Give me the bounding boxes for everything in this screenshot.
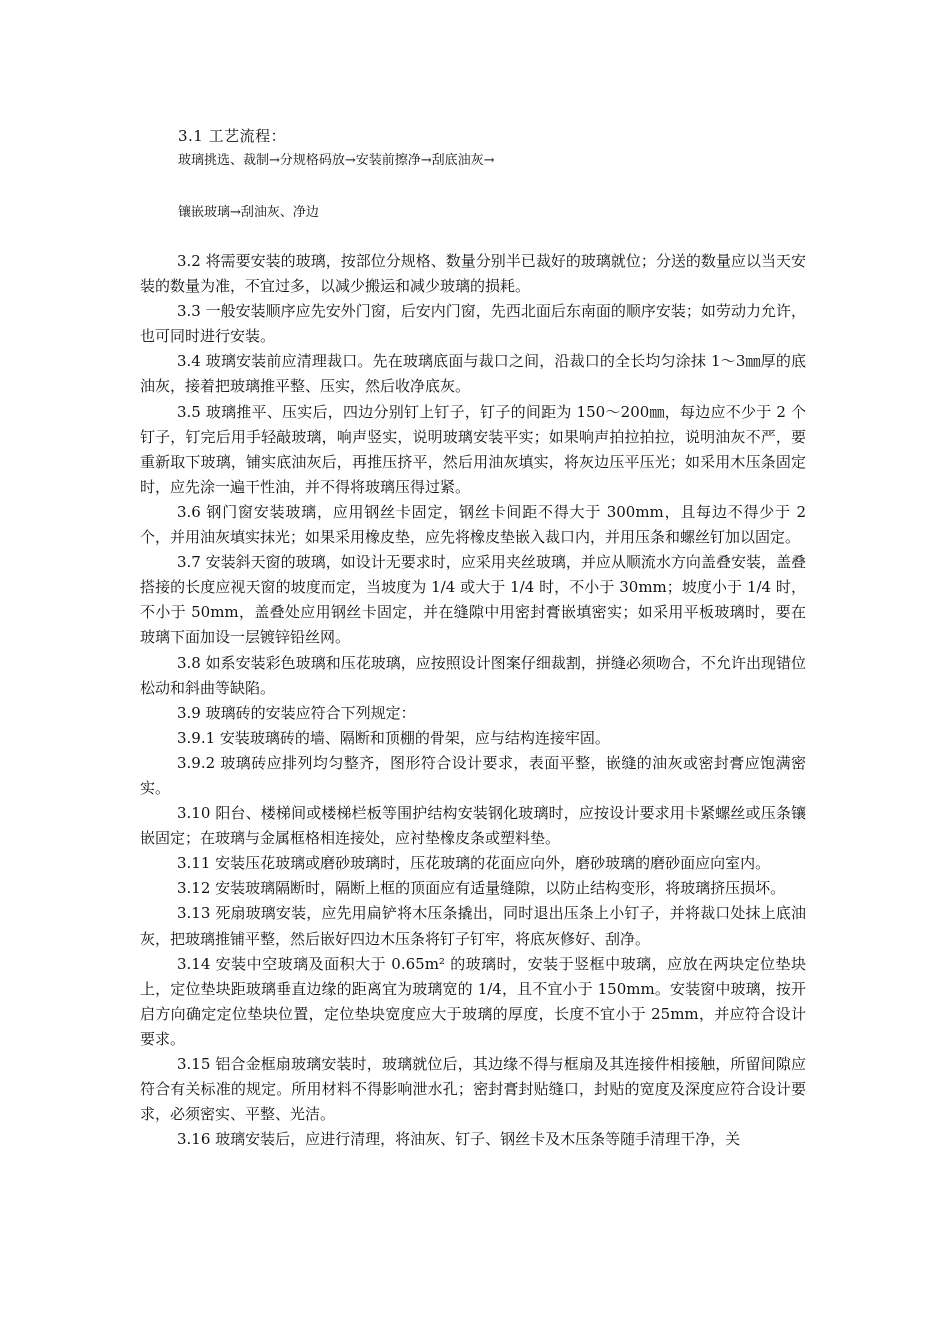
paragraph-3-2: 3.2 将需要安装的玻璃，按部位分规格、数量分别半已裁好的玻璃就位；分送的数量应以当天安装的数量为准，不宜过多，以减少搬运和减少玻璃的损耗。 [140, 252, 806, 296]
paragraph-3-9-1: 3.9.1 安装玻璃砖的墙、隔断和顶棚的骨架，应与结构连接牢固。 [177, 728, 610, 747]
paragraph-3-4: 3.4 玻璃安装前应清理裁口。先在玻璃底面与裁口之间，沿裁口的全长均匀涂抹 1～3㎜厚的底油灰，接着把玻璃推平整、压实，然后收净底灰。 [140, 352, 806, 396]
paragraph-3-7: 3.7 安装斜天窗的玻璃，如设计无要求时，应采用夹丝玻璃，并应从顺流水方向盖叠安装，盖叠搭接的长度应视天窗的坡度而定，当坡度为 1/4 或大于 1/4 时，不小于 30mm；坡度小于 1/4 时，不小于 50mm，盖叠处应用钢丝卡固定，并在缝隙中用密封膏嵌填密实；如采用平板玻璃时，要在玻璃下面加设一层镀锌铅丝网。 [140, 553, 806, 647]
section-heading: 3.1 工艺流程： [178, 127, 287, 145]
paragraph-3-3: 3.3 一般安装顺序应先安外门窗，后安内门窗，先西北面后东南面的顺序安装；如劳动力允许，也可同时进行安装。 [140, 302, 806, 346]
paragraph-3-11: 3.11 安装压花玻璃或磨砂玻璃时，压花玻璃的花面应向外，磨砂玻璃的磨砂面应向室内。 [177, 854, 771, 873]
paragraph-3-10: 3.10 阳台、楼梯间或楼梯栏板等围护结构安装钢化玻璃时，应按设计要求用卡紧螺丝或压条镶嵌固定；在玻璃与金属框格相连接处，应衬垫橡皮条或塑料垫。 [140, 804, 806, 848]
paragraph-3-12: 3.12 安装玻璃隔断时，隔断上框的顶面应有适量缝隙，以防止结构变形，将玻璃挤压损坏。 [177, 879, 786, 898]
paragraph-3-15: 3.15 铝合金框扇玻璃安装时，玻璃就位后，其边缘不得与框扇及其连接件相接触，所留间隙应符合有关标准的规定。所用材料不得影响泄水孔；密封膏封贴缝口，封贴的宽度及深度应符合设计要求，必须密实、平整、光洁。 [140, 1055, 806, 1124]
process-flow-line-2: 镶嵌玻璃→刮油灰、净边 [178, 205, 319, 220]
paragraph-3-14: 3.14 安装中空玻璃及面积大于 0.65m² 的玻璃时，安装于竖框中玻璃，应放在两块定位垫块上，定位垫块距玻璃垂直边缘的距离宜为玻璃宽的 1/4，且不宜小于 150mm。安装窗中玻璃，按开启方向确定定位垫块位置，定位垫块宽度应大于玻璃的厚度，长度不宜小于 25mm，并应符合设计要求。 [140, 954, 806, 1048]
process-flow-line-1: 玻璃挑选、裁制→分规格码放→安装前擦净→刮底油灰→ [178, 153, 495, 168]
paragraph-3-6: 3.6 钢门窗安装玻璃，应用钢丝卡固定，钢丝卡间距不得大于 300mm，且每边不得少于 2 个，并用油灰填实抹光；如果采用橡皮垫，应先将橡皮垫嵌入裁口内，并用压条和螺丝钉加以固定。 [140, 502, 806, 547]
paragraph-3-5: 3.5 玻璃推平、压实后，四边分别钉上钉子，钉子的间距为 150～200㎜，每边应不少于 2 个钉子，钉完后用手轻敲玻璃，响声竖实，说明玻璃安装平实；如果响声拍拉拍拉，说明油灰不严，要重新取下玻璃，铺实底油灰后，再推压挤平，然后用油灰填实，将灰边压平压光；如采用木压条固定时，应先涂一遍干性油，并不得将玻璃压得过紧。 [140, 402, 806, 496]
body-text [140, 249, 806, 1152]
paragraph-3-8: 3.8 如系安装彩色玻璃和压花玻璃，应按照设计图案仔细裁割，拼缝必须吻合，不允许出现错位松动和斜曲等缺陷。 [140, 653, 806, 697]
paragraph-3-9: 3.9 玻璃砖的安装应符合下列规定： [177, 703, 416, 722]
paragraph-3-16: 3.16 玻璃安装后，应进行清理，将油灰、钉子、钢丝卡及木压条等随手清理干净，关 [177, 1130, 741, 1149]
paragraph-3-13: 3.13 死扇玻璃安装，应先用扁铲将木压条撬出，同时退出压条上小钉子，并将裁口处抹上底油灰，把玻璃推铺平整，然后嵌好四边木压条将钉子钉牢，将底灰修好、刮净。 [140, 904, 806, 948]
paragraph-3-9-2: 3.9.2 玻璃砖应排列均匀整齐，图形符合设计要求，表面平整，嵌缝的油灰或密封膏应饱满密实。 [140, 753, 806, 797]
